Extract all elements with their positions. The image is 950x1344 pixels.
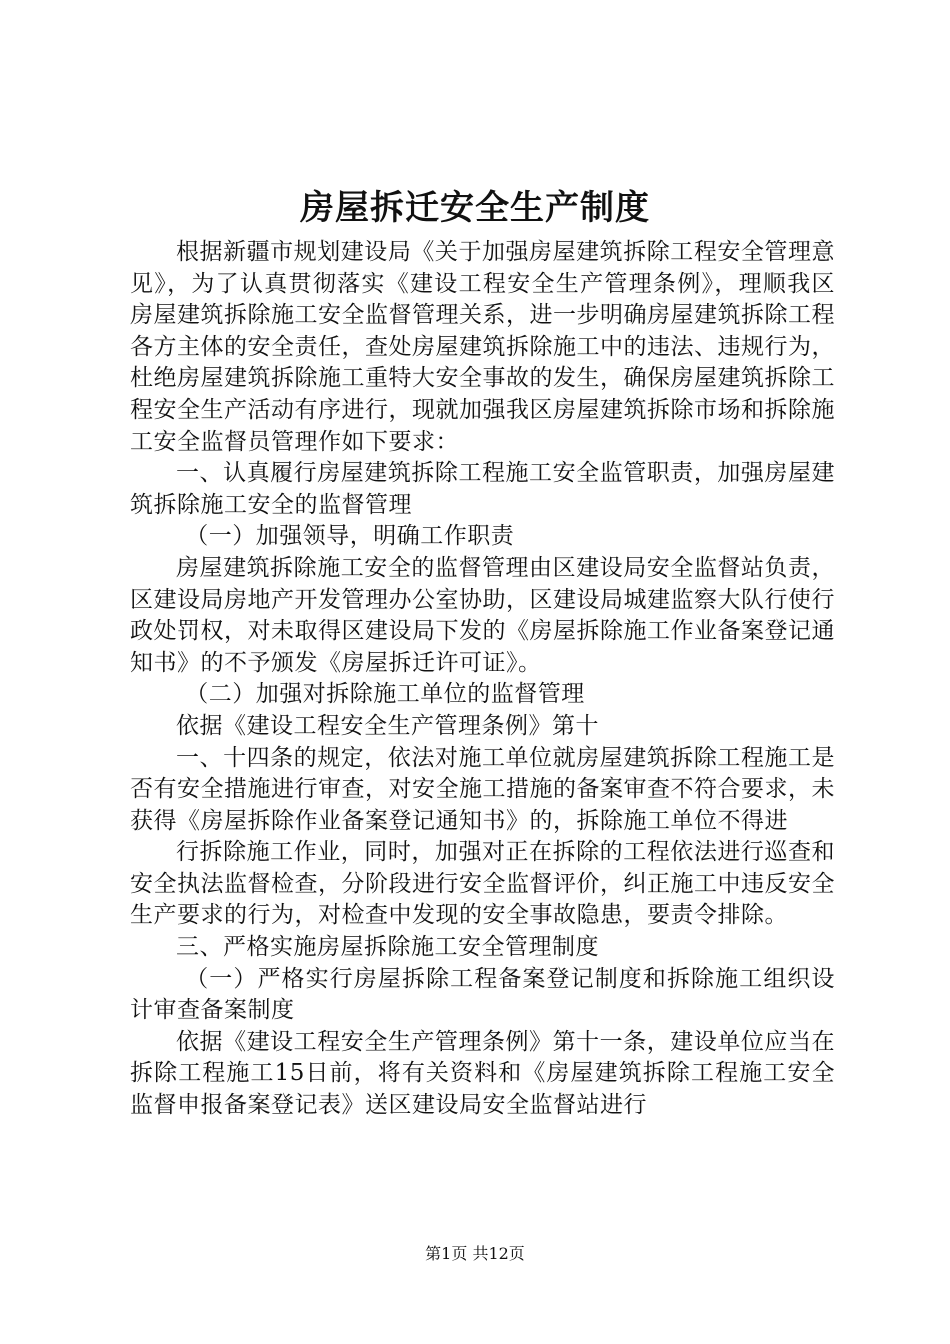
page-footer: 第1页 共12页 xyxy=(425,1244,525,1263)
document-title: 房屋拆迁安全生产制度 xyxy=(300,188,650,228)
paragraph-section-3-heading: 三、严格实施房屋拆除施工安全管理制度 xyxy=(176,934,599,961)
paragraph-subsection-1-1-heading: （一）加强领导，明确工作职责 xyxy=(185,523,515,550)
paragraph-section-1-heading: 一、认真履行房屋建筑拆除工程施工安全监管职责，加强房屋建筑拆除施工安全的监督管理 xyxy=(130,460,835,518)
paragraph-subsection-1-2-body-b: 一、十四条的规定，依法对施工单位就房屋建筑拆除工程施工是否有安全措施进行审查，对安全施工措施的备案审查不符合要求，未获得《房屋拆除作业备案登记通知书》的，拆除施工单位不得进 xyxy=(130,744,835,834)
paragraph-subsection-1-2-body-c: 行拆除施工作业，同时，加强对正在拆除的工程依法进行巡查和安全执法监督检查，分阶段进行安全监督评价，纠正施工中违反安全生产要求的行为，对检查中发现的安全事故隐患，要责令排除。 xyxy=(130,839,835,929)
paragraph-subsection-3-1-heading: （一）严格实行房屋拆除工程备案登记制度和拆除施工组织设计审查备案制度 xyxy=(130,965,835,1024)
paragraph-subsection-1-1-body: 房屋建筑拆除施工安全的监督管理由区建设局安全监督站负责，区建设局房地产开发管理办公室协助，区建设局城建监察大队行使行政处罚权，对未取得区建设局下发的《房屋拆除施工作业备案登记通知书》的不予颁发《房屋拆迁许可证》。 xyxy=(130,554,835,676)
document-body xyxy=(130,237,835,1122)
paragraph-subsection-1-2-body-a: 依据《建设工程安全生产管理条例》第十 xyxy=(176,712,599,739)
paragraph-subsection-1-2-heading: （二）加强对拆除施工单位的监督管理 xyxy=(185,681,585,708)
paragraph-intro: 根据新疆市规划建设局《关于加强房屋建筑拆除工程安全管理意见》，为了认真贯彻落实《建设工程安全生产管理条例》，理顺我区房屋建筑拆除施工安全监督管理关系，进一步明确房屋建筑拆除工程各方主体的安全责任，查处房屋建筑拆除施工中的违法、违规行为，杜绝房屋建筑拆除施工重特大安全事故的发生，确保房屋建筑拆除工程安全生产活动有序进行，现就加强我区房屋建筑拆除市场和拆除施工安全监督员管理作如下要求： xyxy=(130,239,835,455)
paragraph-subsection-3-1-body: 依据《建设工程安全生产管理条例》第十一条，建设单位应当在拆除工程施工15日前，将有关资料和《房屋建筑拆除工程施工安全监督申报备案登记表》送区建设局安全监督站进行 xyxy=(130,1028,835,1119)
